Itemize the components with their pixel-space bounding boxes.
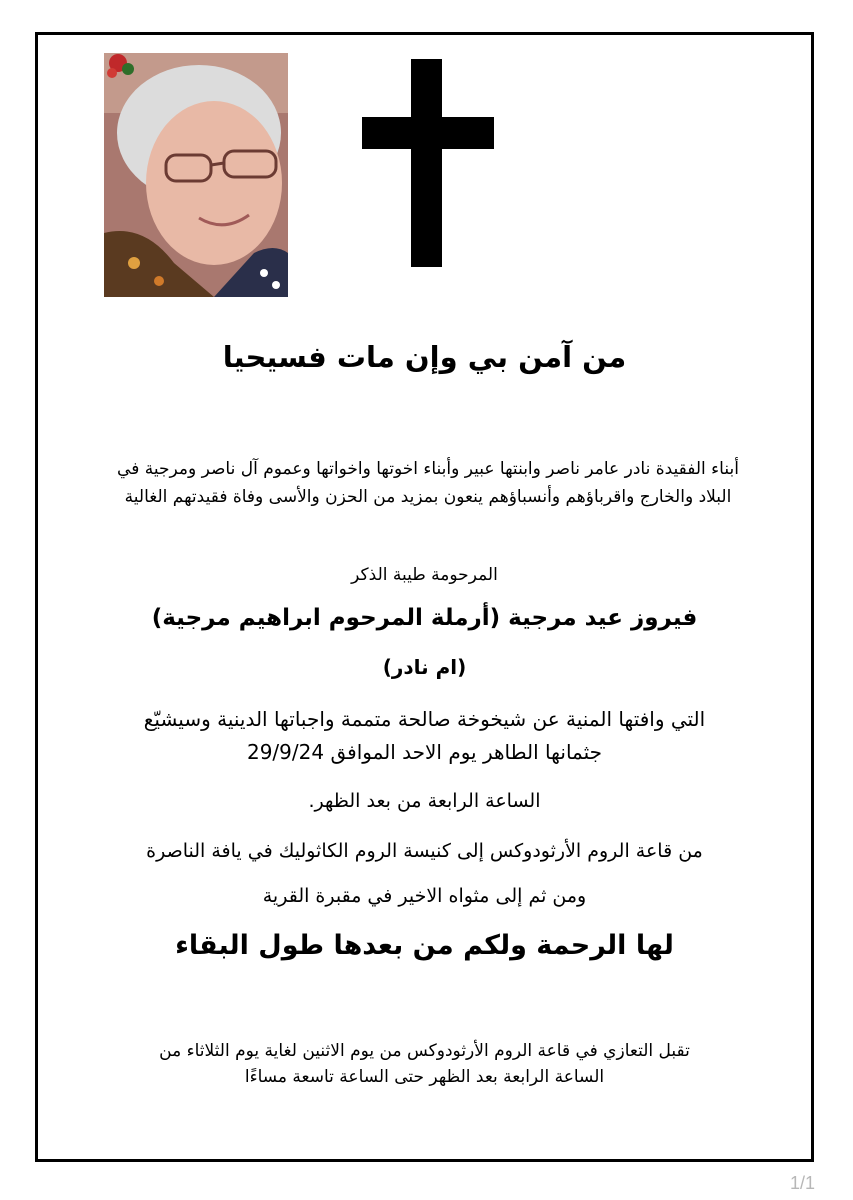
burial-location: ومن ثم إلى مثواه الاخير في مقبرة القرية <box>262 885 587 907</box>
closing-condolence: لها الرحمة ولكم من بعدها طول البقاء <box>175 930 674 961</box>
intro-text: المرحومة طيبة الذكر <box>351 565 498 585</box>
funeral-line-2: جثمانها الطاهر يوم الاحد الموافق 29/9/24 <box>246 740 602 764</box>
announcement-text: أبناء الفقيدة نادر عامر ناصر وابنتها عبير وأبناء اخوتها واخواتها وعموم آل ناصر ومرجية في البلاد والخارج واقرباؤهم وأنسباؤهم ينعون بمزيد من الحزن والأسى وفاة فقيدتهم الغالية <box>117 459 739 507</box>
scripture-title: من آمن بي وإن مات فسيحيا <box>222 340 627 374</box>
deceased-name: فيروز عيد مرجية (أرملة المرحوم ابراهيم مرجية) <box>151 605 698 631</box>
cross-icon <box>362 59 494 267</box>
deceased-nickname: (ام نادر) <box>382 655 467 679</box>
condolences-line-2: الساعة الرابعة بعد الظهر حتى الساعة تاسعة مساءًا <box>244 1067 605 1087</box>
funeral-line-1: التي وافتها المنية عن شيخوخة صالحة متممة واجباتها الدينية وسيشيّع <box>143 707 706 731</box>
funeral-time: الساعة الرابعة من بعد الظهر. <box>308 790 541 812</box>
page-indicator: 1/1 <box>789 1173 815 1193</box>
condolences-line-1: تقبل التعازي في قاعة الروم الأرثودوكس من يوم الاثنين لغاية يوم الثلاثاء من <box>159 1041 690 1061</box>
procession-route: من قاعة الروم الأرثودوكس إلى كنيسة الروم الكاثوليك في يافة الناصرة <box>146 840 703 862</box>
obituary-frame <box>35 32 814 1162</box>
portrait-photo <box>104 53 288 297</box>
